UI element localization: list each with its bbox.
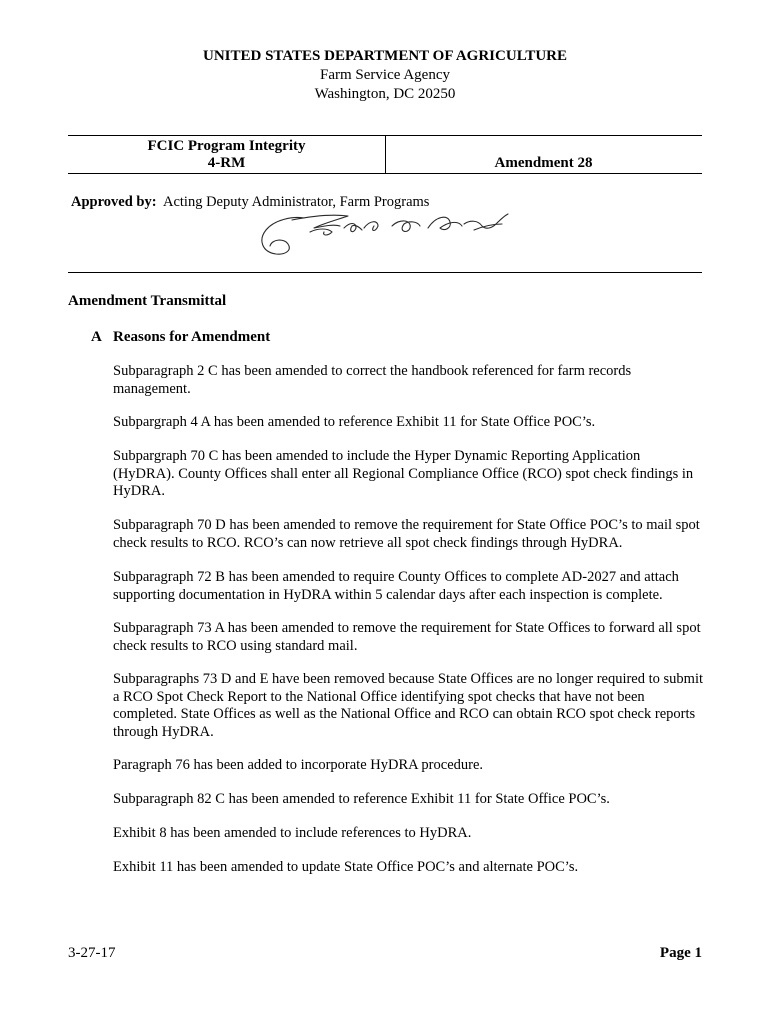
agency-name: UNITED STATES DEPARTMENT OF AGRICULTURE [203,48,567,64]
reason-paragraph: Exhibit 8 has been amended to include references to HyDRA. [113,825,472,841]
handbook-title: FCIC Program Integrity [147,138,306,154]
section-rule [68,272,702,273]
reason-paragraph: Subparagraph 82 C has been amended to reference Exhibit 11 for State Office POC’s. [113,791,610,807]
reason-paragraph: Subparagraphs 73 D and E have been removed because State Offices are no longer required to submit a RCO Spot Check Report to the National Office identifying spot checks that have not been completed. State Offices as well as the National Office and RCO can obtain RCO spot check reports through HyDRA. [113,671,704,740]
handbook-number: 4-RM [207,155,246,171]
section-letter: A [91,329,102,345]
reason-paragraph: Subparagraph 2 C has been amended to correct the handbook referenced for farm records management. [113,363,632,397]
reason-paragraph: Paragraph 76 has been added to incorporate HyDRA procedure. [113,757,484,773]
approver-title: Acting Deputy Administrator, Farm Programs [163,194,430,210]
section-title: Reasons for Amendment [113,329,271,345]
signature [252,206,514,262]
reason-paragraph: Subparagraph 70 D has been amended to remove the requirement for State Office POC’s to mail spot check results to RCO. RCO’s can now retrieve all spot check findings through HyDRA. [113,517,700,551]
approval-label: Approved by: [71,194,157,210]
reason-paragraph: Subpargraph 70 C has been amended to include the Hyper Dynamic Reporting Application (HyDRA). County Offices shall enter all Regional Compliance Office (RCO) spot check findings in HyDRA. [113,448,694,499]
reason-paragraph: Subparagraph 73 A has been amended to remove the requirement for State Offices to forward all spot check results to RCO using standard mail. [113,620,701,654]
footer-date: 3-27-17 [68,945,116,961]
reason-paragraph: Subparagraph 72 B has been amended to require County Offices to complete AD-2027 and attach supporting documentation in HyDRA within 5 calendar days after each inspection is complete. [113,569,679,603]
amendment-number: Amendment 28 [494,155,593,171]
agency-address: Washington, DC 20250 [314,86,456,102]
reason-paragraph: Exhibit 11 has been amended to update State Office POC’s and alternate POC’s. [113,859,579,875]
footer-page-number: Page 1 [659,945,702,961]
transmittal-title: Amendment Transmittal [68,293,227,309]
box-bottom-rule [68,173,702,174]
agency-subname: Farm Service Agency [320,67,450,83]
reason-paragraph: Subpargraph 4 A has been amended to reference Exhibit 11 for State Office POC’s. [113,414,596,430]
